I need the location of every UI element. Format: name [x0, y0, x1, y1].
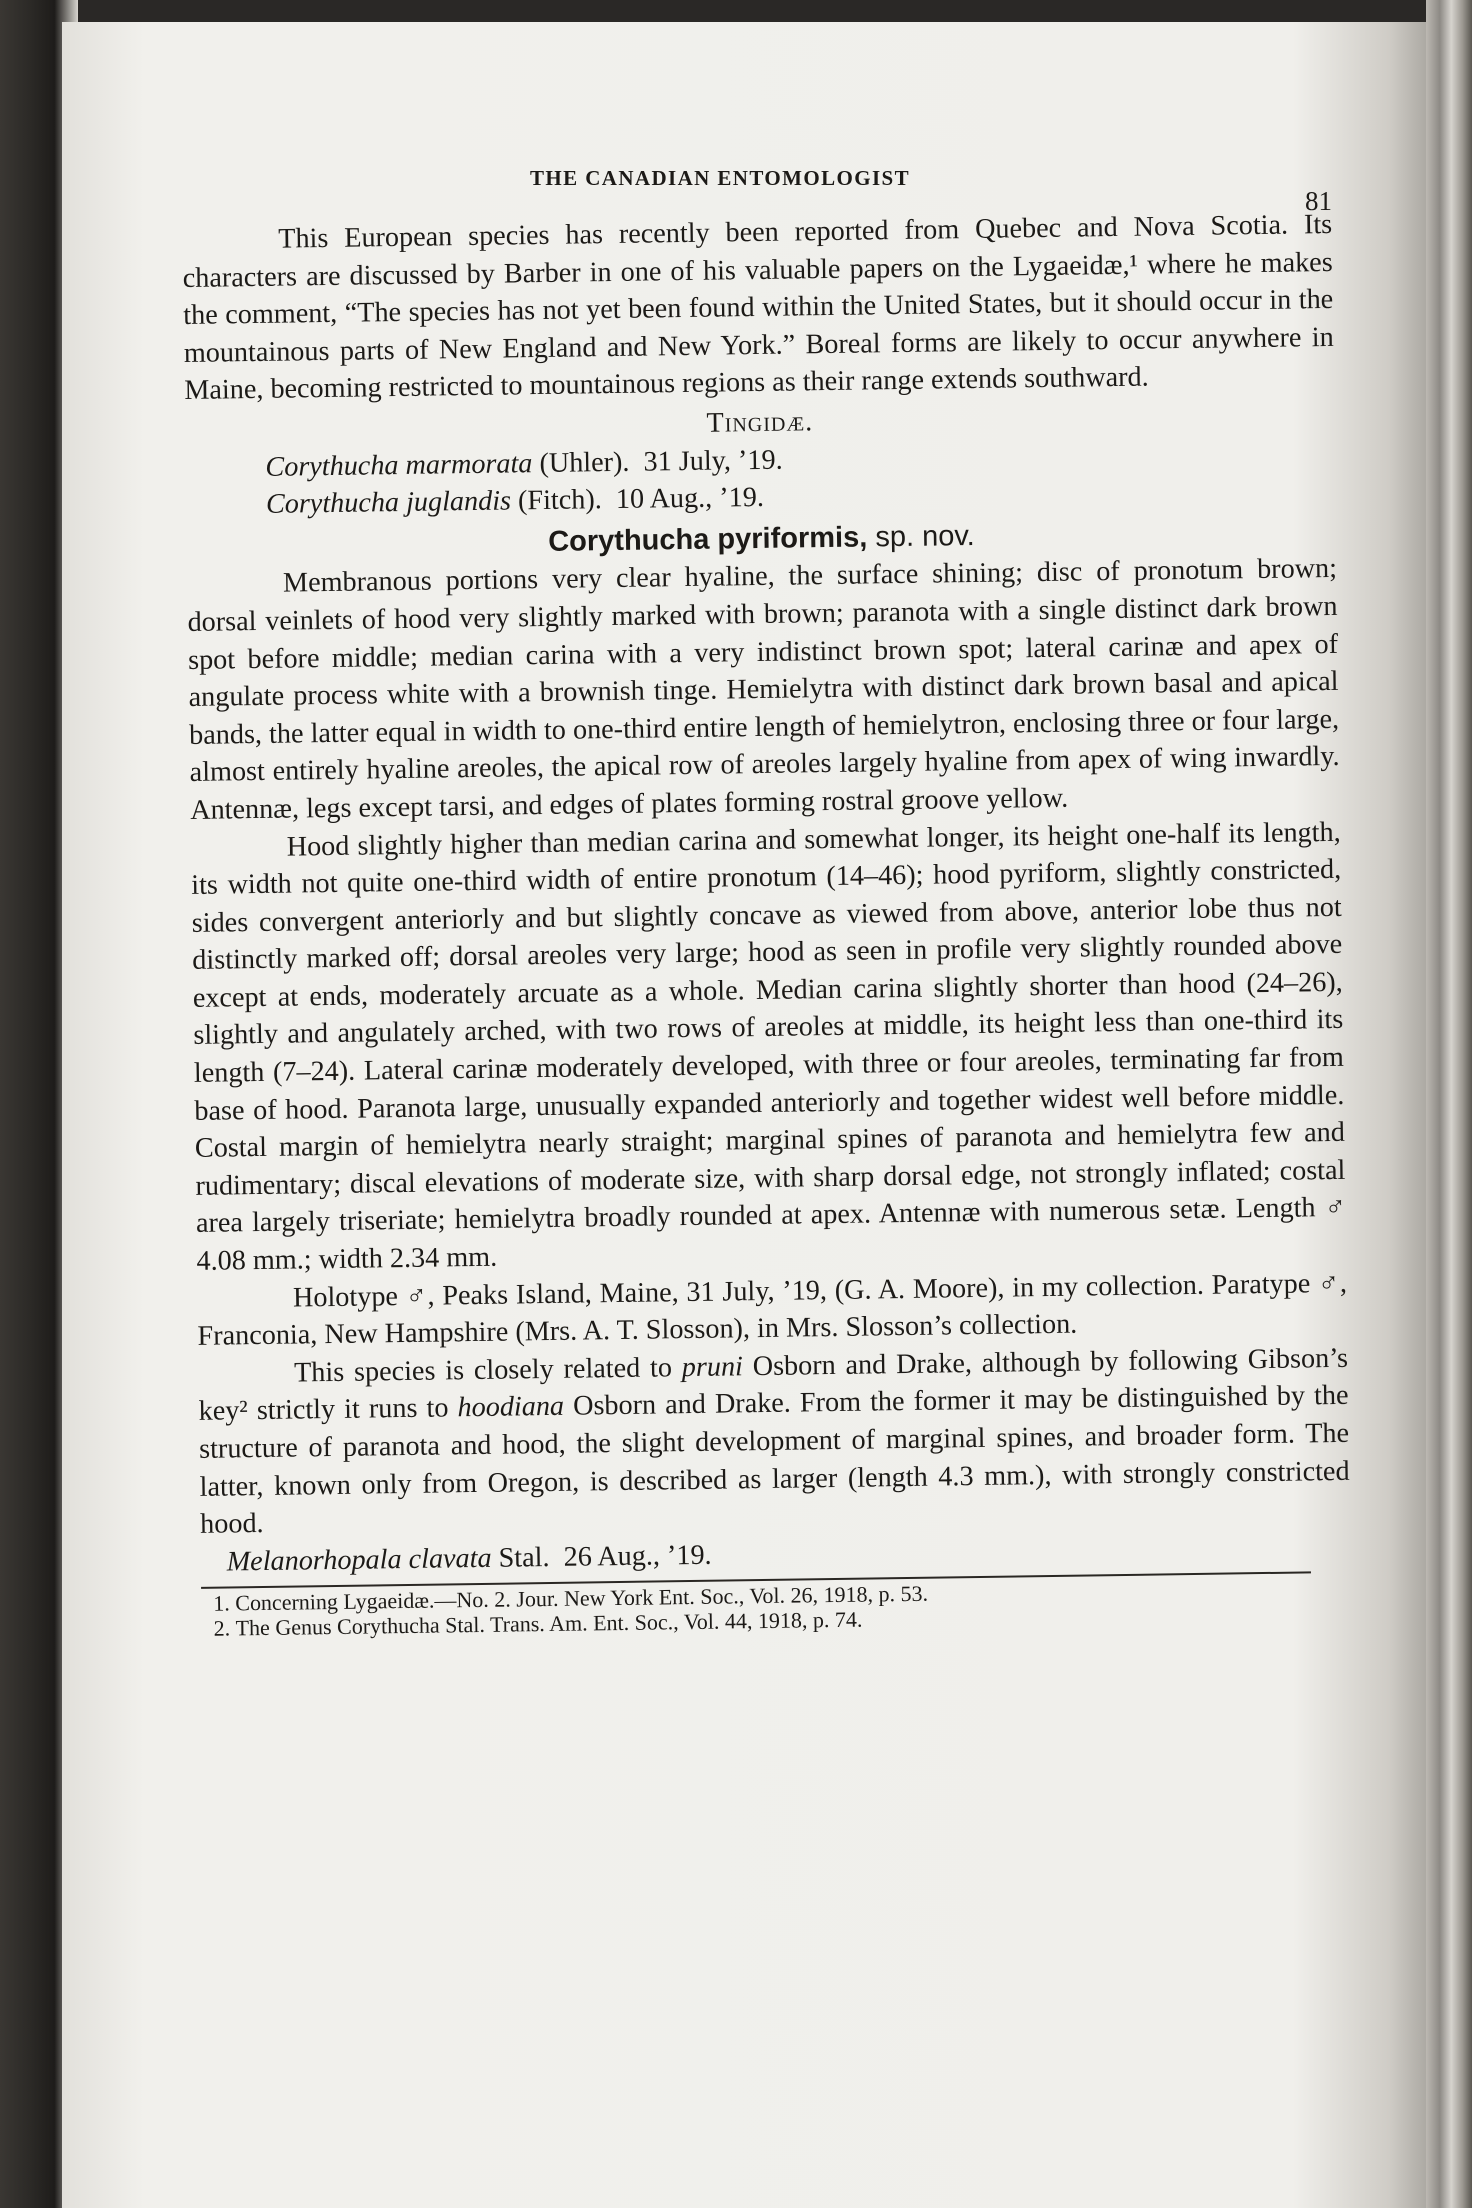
comparison-paragraph: [198, 1340, 1351, 1544]
footnote: 1. Concerning Lygaeidæ.—No. 2. Jour. New York Ent. Soc., Vol. 26, 1918, p. 53.: [235, 1575, 1351, 1616]
record-binomial: Melanorhopala clavata: [226, 1542, 492, 1578]
family-heading: Tingidæ.: [706, 406, 814, 439]
page-number: 81: [1305, 186, 1332, 216]
intro-paragraph: This European species has recently been reported from Quebec and Nova Scotia. Its characters are discussed by Barber in one of his valuable papers on the Lygaeidæ,¹ where he makes the comment, “The species has not yet been found within the United States, but it should occur in the mountainous parts of New England and New York.” Boreal forms are likely to occur anywhere in Maine, becoming restricted to mountainous regions as their range extends southward.: [182, 208, 1334, 407]
record-author: (Fitch).: [510, 484, 603, 517]
type-material-paragraph: Holotype ♂, Peaks Island, Maine, 31 July, ’19, (G. A. Moore), in my collection. Paratype ♂, Franconia, New Hampshire (Mrs. A. T. Slosson), in Mrs. Slosson’s collection.: [197, 1267, 1348, 1353]
text-column: [182, 206, 1352, 1641]
comparison-species: pruni: [681, 1351, 744, 1383]
page-edge-stack: [1426, 0, 1472, 2208]
description-paragraph: Hood slightly higher than median carina and somewhat longer, its height one-half its length, its width not quite one-third width of entire pronotum (14–46); hood pyriform, slightly constricted, sides convergent anteriorly and but slightly concave as viewed from above, anterior lobe thus not distinctly marked off; dorsal areoles very large; hood as seen in profile very slightly rounded above except at ends, moderately arcuate as a whole. Median carina slightly shorter than hood (24–26), slightly and angulately arched, with two rows of areoles at middle, its height less than one-third its length (7–24). Lateral carinæ moderately developed, with three or four areoles, terminating far from base of hood. Paranota large, unusually expanded anteriorly and together widest well before middle. Costal margin of hemielytra nearly straight; marginal spines of paranota and hemielytra few and rudimentary; discal elevations of moderate size, with sharp dorsal edge, not strongly inflated; costal area largely triseriate; hemielytra broadly rounded at apex. Antennæ with numerous setæ. Length ♂ 4.08 mm.; width 2.34 mm.: [191, 816, 1347, 1277]
record-date: 31 July, ’19.: [643, 444, 783, 478]
record-binomial: Corythucha marmorata: [265, 447, 533, 483]
footnote: 2. The Genus Corythucha Stal. Trans. Am. Ent. Soc., Vol. 44, 1918, p. 74.: [235, 1600, 1351, 1641]
comparison-text: Osborn and Drake, although by following Gibson’s key² strictly it runs to: [198, 1342, 1349, 1428]
record-author: (Uhler).: [532, 446, 630, 479]
species-status: sp. nov.: [867, 519, 975, 554]
species-name: Corythucha pyriformis,: [548, 521, 868, 558]
record-date: 10 Aug., ’19.: [615, 482, 765, 516]
comparison-text: This species is closely related to: [293, 1351, 683, 1389]
record-author: Stal.: [491, 1541, 550, 1574]
comparison-text: Osborn and Drake. From the former it may be distinguished by the structure of paranota and hood, the slight development of marginal spines, and broader form. The latter, known only from Oregon, is described as larger (length 4.3 mm.), with strongly constricted hood.: [198, 1380, 1350, 1541]
record-date: 26 Aug., ’19.: [563, 1539, 712, 1573]
record-binomial: Corythucha juglandis: [265, 485, 512, 521]
comparison-species: hoodiana: [457, 1391, 565, 1424]
description-paragraph: Membranous portions very clear hyaline, the surface shining; disc of pronotum brown; dorsal veinlets of hood very slightly marked with brown; paranota with a single distinct dark brown spot before middle; median carina with a very indistinct brown spot; lateral carinæ and apex of angulate process white with a brownish tinge. Hemielytra with distinct dark brown basal and apical bands, the latter equal in width to one-third entire length of hemielytron, enclosing three or four large, almost entirely hyaline areoles, the apical row of areoles largely hyaline from apex of wing inwardly. Antennæ, legs except tarsi, and edges of plates forming rostral groove yellow.: [187, 553, 1340, 826]
running-head: THE CANADIAN ENTOMOLOGIST: [530, 166, 911, 190]
